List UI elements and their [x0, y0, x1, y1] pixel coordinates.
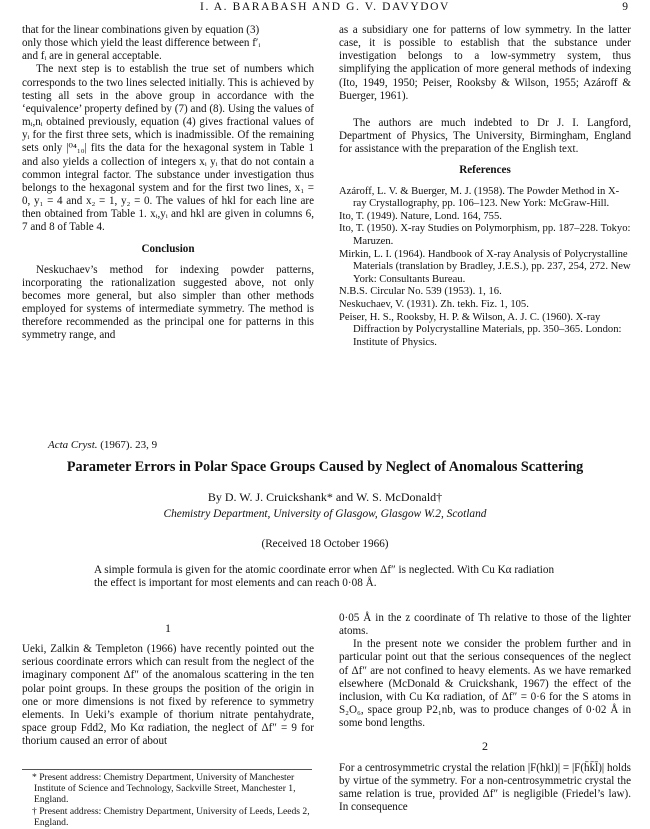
- page-number: 9: [622, 1, 628, 13]
- paragraph: In the present note we consider the problem further and in particular point out that the serious consequences of the neglect of Δf″ are not confined to heavy elements. As we have remarked elsewhere (McDonald & Cruickshank, 1967) the effect of the inclusion, with Cu Kα radiation, of Δf″ = 0·6 for the S atoms in S₂O₆, space group P2₁nb, was to produce changes of 0·02 Å in some bond lengths.: [339, 638, 631, 730]
- left-column-bottom: [22, 622, 314, 748]
- section-heading-references: References: [459, 164, 511, 177]
- reference-item: Mirkin, L. I. (1964). Handbook of X-ray Analysis of Polycrystalline Materials (translation by Bradley, J.E.S.), pp. 237, 254, 272. New York: Consultants Bureau.: [339, 248, 631, 285]
- page-header: [0, 0, 650, 20]
- section-number: 1: [165, 621, 171, 635]
- paragraph: The next step is to establish the true set of numbers which corresponds to the two lines selected initially. This is achieved by testing all sets in the above group in accordance with the ‘equivalence’ property defined by (7) and (8). Using the values of mᵢ,nᵢ obtained previously, equation (4) gives fractional values of yᵢ for the first three sets, which is inadmissible. Of the remaining sets only |⁰⁴₁₀| fits the data for the hexagonal system in Table 1 and also yields a collection of integers xᵢ yᵢ that do not contain a common integral factor. The substance under investigation thus belongs to the hexagonal system and for the first two lines, x₁ = 0, y₁ = 4 and x₂ = 1, y₂ = 0. The values of hkl for each line are then obtained from Table 1. xᵢ,yᵢ and hkl are given in columns 6, 7 and 8 of Table 4.: [22, 63, 314, 234]
- footnotes: [22, 772, 314, 828]
- footnote-divider: [22, 769, 312, 770]
- footnote: † Present address: Chemistry Department, University of Leeds, Leeds 2, England.: [32, 805, 310, 828]
- footnote: * Present address: Chemistry Department, University of Manchester Institute of Science and Technology, Sackville Street, Manchester 1, England.: [32, 772, 296, 806]
- paragraph: 0·05 Å in the z coordinate of Th relative to those of the lighter atoms.: [339, 612, 631, 638]
- abstract: A simple formula is given for the atomic coordinate error when Δf″ is neglected. With Cu Kα radiation the effect is important for most elements and can reach 0·08 Å.: [94, 564, 555, 589]
- paragraph: For a centrosymmetric crystal the relation |F(hkl)| = |F(h̄k̄l̄)| holds by virtue of the symmetry. For a non-centrosymmetric crystal the same relation is true, provided Δf″ is negligible (Friedel’s law). In consequence: [339, 761, 631, 814]
- received-date: (Received 18 October 1966): [261, 538, 389, 550]
- section-number: 2: [482, 739, 488, 754]
- paragraph-line: only those which yield the least difference between f′ᵢ: [22, 37, 261, 50]
- section-heading-conclusion: Conclusion: [141, 242, 195, 255]
- paragraph: Ueki, Zalkin & Templeton (1966) have recently pointed out the serious coordinate errors which can result from the neglect of the imaginary component Δf″ of the anomalous scattering in the ten polar point groups. In these groups the position of the origin in one or more dimensions is not fixed by reference to symmetry elements. In Ueki’s example of thorium nitrate pentahydrate, space group Fdd2, Mo Kα radiation, the neglect of Δf″ = 9 for thorium caused an error of about: [22, 643, 314, 748]
- paragraph-line: that for the linear combinations given by equation (3): [22, 24, 260, 36]
- acknowledgement-paragraph: The authors are much indebted to Dr J. I. Langford, Department of Physics, The University, Birmingham, England for assistance with the preparation of the English text.: [339, 116, 631, 156]
- article-affiliation: Chemistry Department, University of Glasgow, Glasgow W.2, Scotland: [163, 508, 487, 520]
- paragraph: as a subsidiary one for patterns of low symmetry. In the latter case, it is possible to establish that the substance under investigation belongs to a low-symmetry system, thus simplifying the application of more general methods of indexing (Ito, 1949, 1950; Peiser, Rooksby & Wilson, 1955; Azároff & Buerger, 1961).: [339, 24, 631, 102]
- journal-citation: [48, 439, 157, 451]
- running-title: I. A. BARABASH AND G. V. DAVYDOV: [200, 1, 450, 13]
- left-column-top: [22, 24, 314, 343]
- right-column-top: [339, 24, 631, 349]
- reference-list: [339, 186, 631, 350]
- reference-item: Azároff, L. V. & Buerger, M. J. (1958). The Powder Method in X-ray Crystallography, pp. 106–123. New York: McGraw-Hill.: [339, 185, 620, 210]
- article-title: Parameter Errors in Polar Space Groups Caused by Neglect of Anomalous Scattering: [66, 459, 584, 475]
- article-authors: By D. W. J. Cruickshank* and W. S. McDonald†: [207, 490, 443, 504]
- reference-item: Peiser, H. S., Rooksby, H. P. & Wilson, A. J. C. (1960). X-ray Diffraction by Polycrystalline Materials, pp. 350–365. London: Institute of Physics.: [339, 311, 622, 348]
- reference-item: Neskuchaev, V. (1931). Zh. tekh. Fiz. 1, 105.: [339, 298, 529, 310]
- paragraph: Neskuchaev’s method for indexing powder patterns, incorporating the rationalization suggested above, not only becomes more general, but also simpler than other methods employed for systems of intermediate symmetry. The method is therefore recommended as the principal one for patterns in this symmetry range, and: [22, 263, 314, 342]
- paragraph-line: and fᵢ are in general acceptable.: [22, 50, 162, 63]
- reference-item: Ito, T. (1949). Nature, Lond. 164, 755.: [339, 210, 502, 222]
- reference-item: N.B.S. Circular No. 539 (1953). 1, 16.: [339, 286, 502, 298]
- reference-item: Ito, T. (1950). X-ray Studies on Polymorphism, pp. 187–228. Tokyo: Maruzen.: [339, 223, 631, 247]
- journal-ref: (1967). 23, 9: [100, 439, 158, 451]
- journal-name: Acta Cryst.: [48, 439, 98, 451]
- right-column-bottom: [339, 612, 631, 814]
